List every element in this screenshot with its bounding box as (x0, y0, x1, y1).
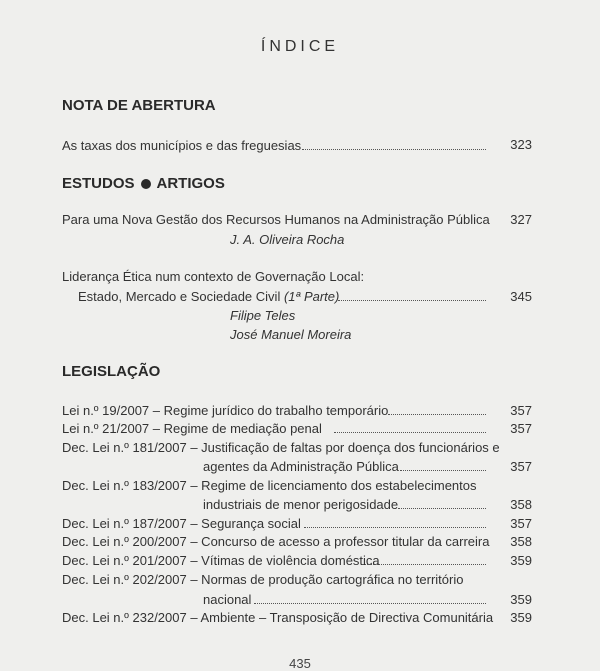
toc-entry-page: 323 (510, 137, 532, 152)
toc-entry-title-text: Estado, Mercado e Sociedade Civil (78, 289, 281, 304)
leader-dots (398, 507, 486, 509)
leader-dots (400, 469, 486, 471)
toc-entry-title-continued: industriais de menor perigosidade (203, 497, 399, 512)
leader-dots (334, 431, 486, 433)
toc-entry-title: Liderança Ética num contexto de Governação Local: (62, 269, 365, 284)
heading-estudos-label: ESTUDOS (62, 175, 135, 192)
toc-entry-page: 358 (510, 534, 532, 549)
toc-entry-title: As taxas dos municípios e das freguesias (62, 138, 302, 153)
toc-entry-page: 357 (510, 421, 532, 436)
toc-entry-page: 345 (510, 289, 532, 304)
toc-entry-author: Filipe Teles (230, 308, 296, 323)
toc-entry-title: Lei n.º 21/2007 – Regime de mediação penal (62, 421, 322, 436)
leader-dots (363, 563, 486, 565)
bullet-icon (141, 179, 151, 189)
leader-dots (388, 413, 486, 415)
heading-artigos-label: ARTIGOS (156, 175, 225, 192)
toc-entry-title-continued: agentes da Administração Pública (203, 459, 399, 474)
section-heading-legislacao: LEGISLAÇÃO (62, 363, 161, 380)
toc-entry-page: 357 (510, 403, 532, 418)
toc-entry-page: 359 (510, 610, 532, 625)
toc-entry-page: 358 (510, 497, 532, 512)
toc-entry-title: Lei n.º 19/2007 – Regime jurídico do trabalho temporário (62, 403, 389, 418)
toc-entry-page: 327 (510, 212, 532, 227)
toc-entry-title: Dec. Lei n.º 200/2007 – Concurso de acesso a professor titular da carreira (62, 534, 490, 549)
toc-entry-author: J. A. Oliveira Rocha (230, 232, 345, 247)
leader-dots (302, 148, 486, 150)
toc-entry-title-continued (78, 289, 339, 304)
leader-dots (338, 299, 486, 301)
leader-dots (304, 526, 486, 528)
section-heading-estudos (62, 175, 225, 192)
toc-entry-title: Dec. Lei n.º 183/2007 – Regime de licenciamento dos estabelecimentos (62, 478, 477, 493)
toc-entry-author: José Manuel Moreira (230, 327, 352, 342)
page-number: 435 (289, 656, 311, 671)
toc-entry-title: Dec. Lei n.º 187/2007 – Segurança social (62, 516, 301, 531)
toc-entry-part: (1ª Parte) (283, 289, 340, 304)
toc-entry-title: Dec. Lei n.º 201/2007 – Vítimas de violência doméstica (62, 553, 380, 568)
leader-dots (254, 602, 486, 604)
toc-entry-title-continued: nacional (203, 592, 252, 607)
toc-entry-title: Dec. Lei n.º 202/2007 – Normas de produção cartográfica no território (62, 572, 464, 587)
toc-entry-page: 357 (510, 516, 532, 531)
page-title: ÍNDICE (260, 38, 340, 55)
toc-entry-page: 359 (510, 592, 532, 607)
section-heading-nota: NOTA DE ABERTURA (62, 97, 216, 114)
toc-entry-title: Para uma Nova Gestão dos Recursos Humanos na Administração Pública (62, 212, 490, 227)
toc-entry-title: Dec. Lei n.º 232/2007 – Ambiente – Transposição de Directiva Comunitária (62, 610, 494, 625)
toc-entry-title: Dec. Lei n.º 181/2007 – Justificação de faltas por doença dos funcionários e (62, 440, 500, 455)
toc-entry-page: 359 (510, 553, 532, 568)
toc-entry-page: 357 (510, 459, 532, 474)
